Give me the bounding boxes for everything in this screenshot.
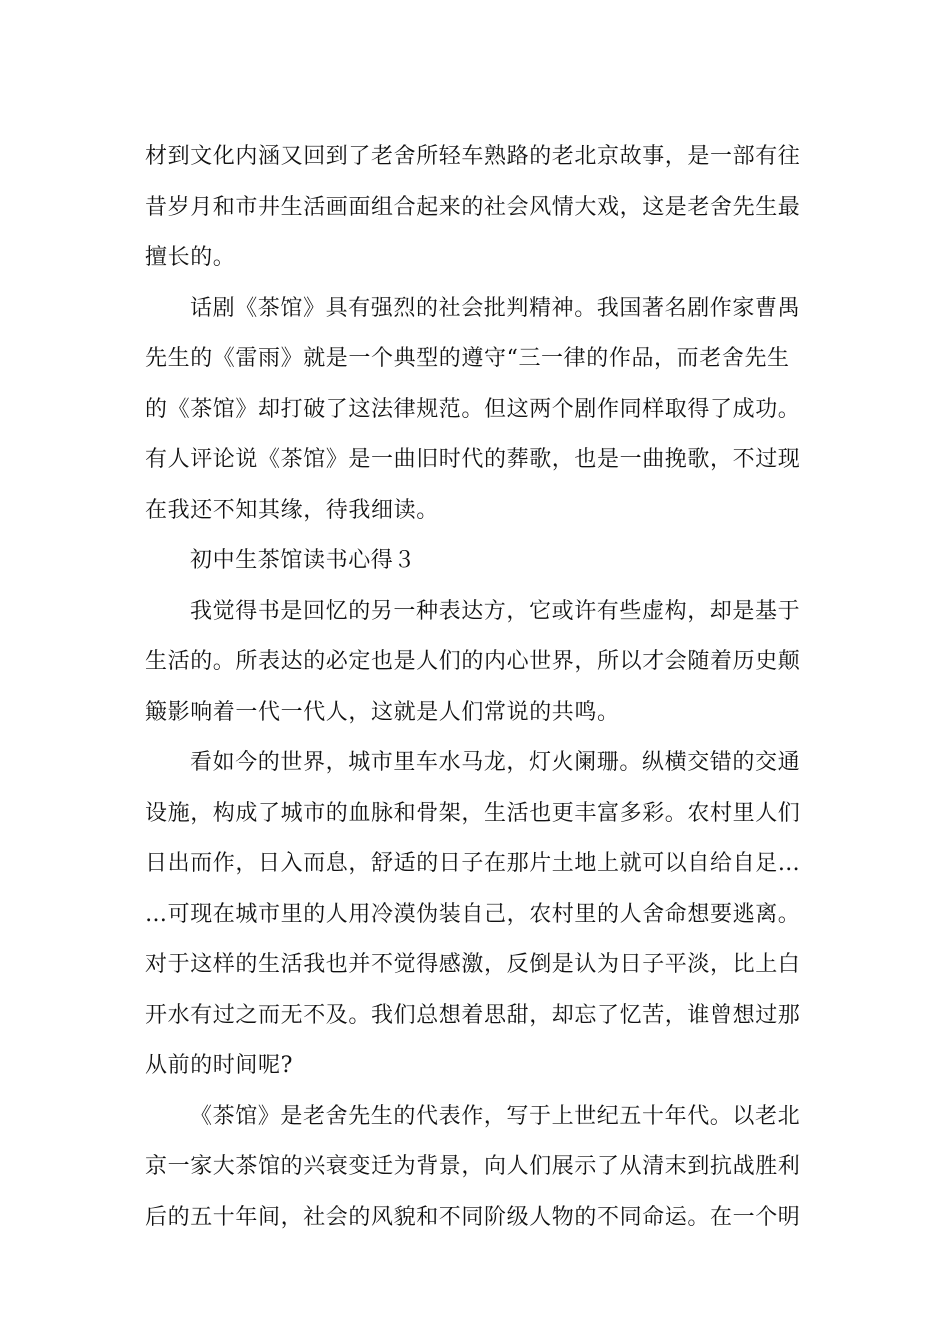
text-line: 对于这样的生活我也并不觉得感激，反倒是认为日子平淡，比上白 xyxy=(145,952,801,977)
text-line: 先生的《雷雨》就是一个典型的遵守“三一律的作品，而老舍先生 xyxy=(145,346,790,371)
text-line: 在我还不知其缘，待我细读。 xyxy=(145,497,439,523)
text-line: 看如今的世界，城市里车水马龙，灯火阑珊。纵横交错的交通 xyxy=(190,750,801,775)
text-line: 京一家大茶馆的兴衰变迁为背景，向人们展示了从清末到抗战胜利 xyxy=(145,1154,801,1179)
body-text xyxy=(145,132,810,1243)
text-line: 后的五十年间，社会的风貌和不同阶级人物的不同命运。在一个明 xyxy=(145,1204,801,1230)
text-line: 我觉得书是回忆的另一种表达方，它或许有些虚构，却是基于 xyxy=(190,598,801,624)
text-line: 初中生茶馆读书心得３ xyxy=(190,548,417,573)
text-line: 擅长的。 xyxy=(145,245,236,270)
text-line: 开水有过之而无不及。我们总想着思甜，却忘了忆苦，谁曾想过那 xyxy=(145,1002,801,1028)
text-line: …可现在城市里的人用冷漠伪装自己，农村里的人舍命想要逃离。 xyxy=(145,901,801,927)
text-line: 有人评论说《茶馆》是一曲旧时代的葬歌，也是一曲挽歌，不过现 xyxy=(145,447,801,472)
text-line: 从前的时间呢? xyxy=(145,1053,293,1078)
text-line: 生活的。所表达的必定也是人们的内心世界，所以才会随着历史颠 xyxy=(145,649,801,674)
text-line: 《茶馆》是老舍先生的代表作，写于上世纪五十年代。以老北 xyxy=(190,1103,801,1129)
text-line: 昔岁月和市井生活画面组合起来的社会风情大戏，这是老舍先生最 xyxy=(145,194,801,220)
text-line: 材到文化内涵又回到了老舍所轻车熟路的老北京故事，是一部有往 xyxy=(145,144,801,169)
text-line: 设施，构成了城市的血脉和骨架，生活也更丰富多彩。农村里人们 xyxy=(145,800,801,826)
text-line: 簸影响着一代一代人，这就是人们常说的共鸣。 xyxy=(145,699,620,725)
text-line: 日出而作，日入而息，舒适的日子在那片土地上就可以自给自足… xyxy=(145,851,801,876)
text-line: 话剧《茶馆》具有强烈的社会批判精神。我国著名剧作家曹禺 xyxy=(190,295,801,321)
text-line: 的《茶馆》却打破了这法律规范。但这两个剧作同样取得了成功。 xyxy=(145,396,801,422)
